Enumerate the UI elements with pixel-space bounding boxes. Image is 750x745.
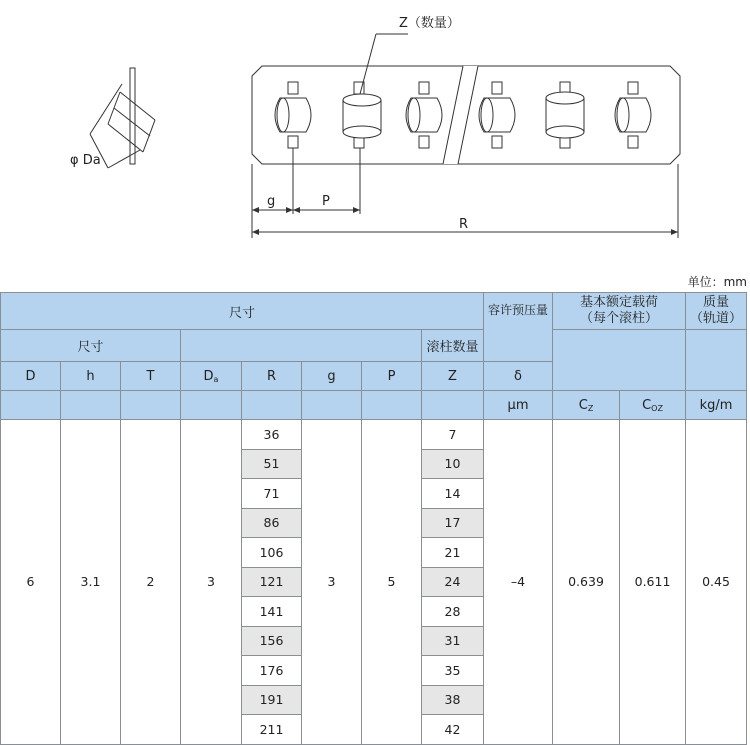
header-blank xyxy=(181,330,422,362)
cell-R: 106 xyxy=(242,538,302,568)
header-mass-blank xyxy=(686,330,747,391)
cell-R: 211 xyxy=(242,715,302,745)
cell-R: 71 xyxy=(242,479,302,509)
da-label: φ Da xyxy=(70,153,101,168)
z-label: Z（数量） xyxy=(399,16,460,31)
cell-delta: –4 xyxy=(484,420,553,745)
cell-D: 6 xyxy=(1,420,61,745)
col-P: P xyxy=(362,362,422,391)
col-g: g xyxy=(302,362,362,391)
unit-T xyxy=(121,391,181,420)
header-preload: 容许预压量 xyxy=(484,293,553,362)
cell-Z: 17 xyxy=(422,508,484,538)
cell-T: 2 xyxy=(121,420,181,745)
col-Z: Z xyxy=(422,362,484,391)
cell-R: 156 xyxy=(242,626,302,656)
cell-R: 141 xyxy=(242,597,302,627)
cell-Cz: 0.639 xyxy=(553,420,620,745)
unit-label: 单位：mm xyxy=(687,275,747,289)
header-dimensions: 尺寸 xyxy=(1,293,484,330)
unit-Da xyxy=(181,391,242,420)
col-Coz: $C_{OZ}$ xyxy=(620,391,686,420)
cell-R: 191 xyxy=(242,685,302,715)
p-label: P xyxy=(322,194,330,209)
cell-R: 36 xyxy=(242,420,302,450)
header-mass: 质量 （轨道） xyxy=(686,293,747,330)
cell-Z: 38 xyxy=(422,685,484,715)
unit-Z xyxy=(422,391,484,420)
header-roller-count: 滚柱数量 xyxy=(422,330,484,362)
cell-Z: 7 xyxy=(422,420,484,450)
col-D: D xyxy=(1,362,61,391)
g-label: g xyxy=(267,194,276,209)
unit-R xyxy=(242,391,302,420)
unit-delta: μm xyxy=(484,391,553,420)
cell-Z: 21 xyxy=(422,538,484,568)
col-T: T xyxy=(121,362,181,391)
cell-Z: 14 xyxy=(422,479,484,509)
cell-P: 5 xyxy=(362,420,422,745)
col-R: R xyxy=(242,362,302,391)
roller-cage-diagram xyxy=(0,0,750,270)
cell-R: 51 xyxy=(242,449,302,479)
header-load-blank xyxy=(553,330,686,391)
header-dimensions-sub: 尺寸 xyxy=(1,330,181,362)
cell-Da: 3 xyxy=(181,420,242,745)
r-label: R xyxy=(459,217,469,232)
cell-Z: 28 xyxy=(422,597,484,627)
col-delta: δ xyxy=(484,362,553,391)
unit-D xyxy=(1,391,61,420)
cell-Z: 31 xyxy=(422,626,484,656)
unit-mass: kg/m xyxy=(686,391,747,420)
table-row xyxy=(1,420,747,450)
unit-P xyxy=(362,391,422,420)
col-Cz: $C_Z$ xyxy=(553,391,620,420)
cell-g: 3 xyxy=(302,420,362,745)
cell-Z: 35 xyxy=(422,656,484,686)
cell-R: 176 xyxy=(242,656,302,686)
cell-mass: 0.45 xyxy=(686,420,747,745)
col-h: h xyxy=(61,362,121,391)
cell-Z: 24 xyxy=(422,567,484,597)
unit-h xyxy=(61,391,121,420)
cell-R: 121 xyxy=(242,567,302,597)
spec-table xyxy=(0,292,747,745)
table-body xyxy=(1,420,747,745)
col-Da: $D_a$ xyxy=(181,362,242,391)
cell-Z: 42 xyxy=(422,715,484,745)
unit-g xyxy=(302,391,362,420)
cell-Coz: 0.611 xyxy=(620,420,686,745)
header-load-rating: 基本额定载荷 （每个滚柱） xyxy=(553,293,686,330)
cell-R: 86 xyxy=(242,508,302,538)
cell-h: 3.1 xyxy=(61,420,121,745)
cell-Z: 10 xyxy=(422,449,484,479)
